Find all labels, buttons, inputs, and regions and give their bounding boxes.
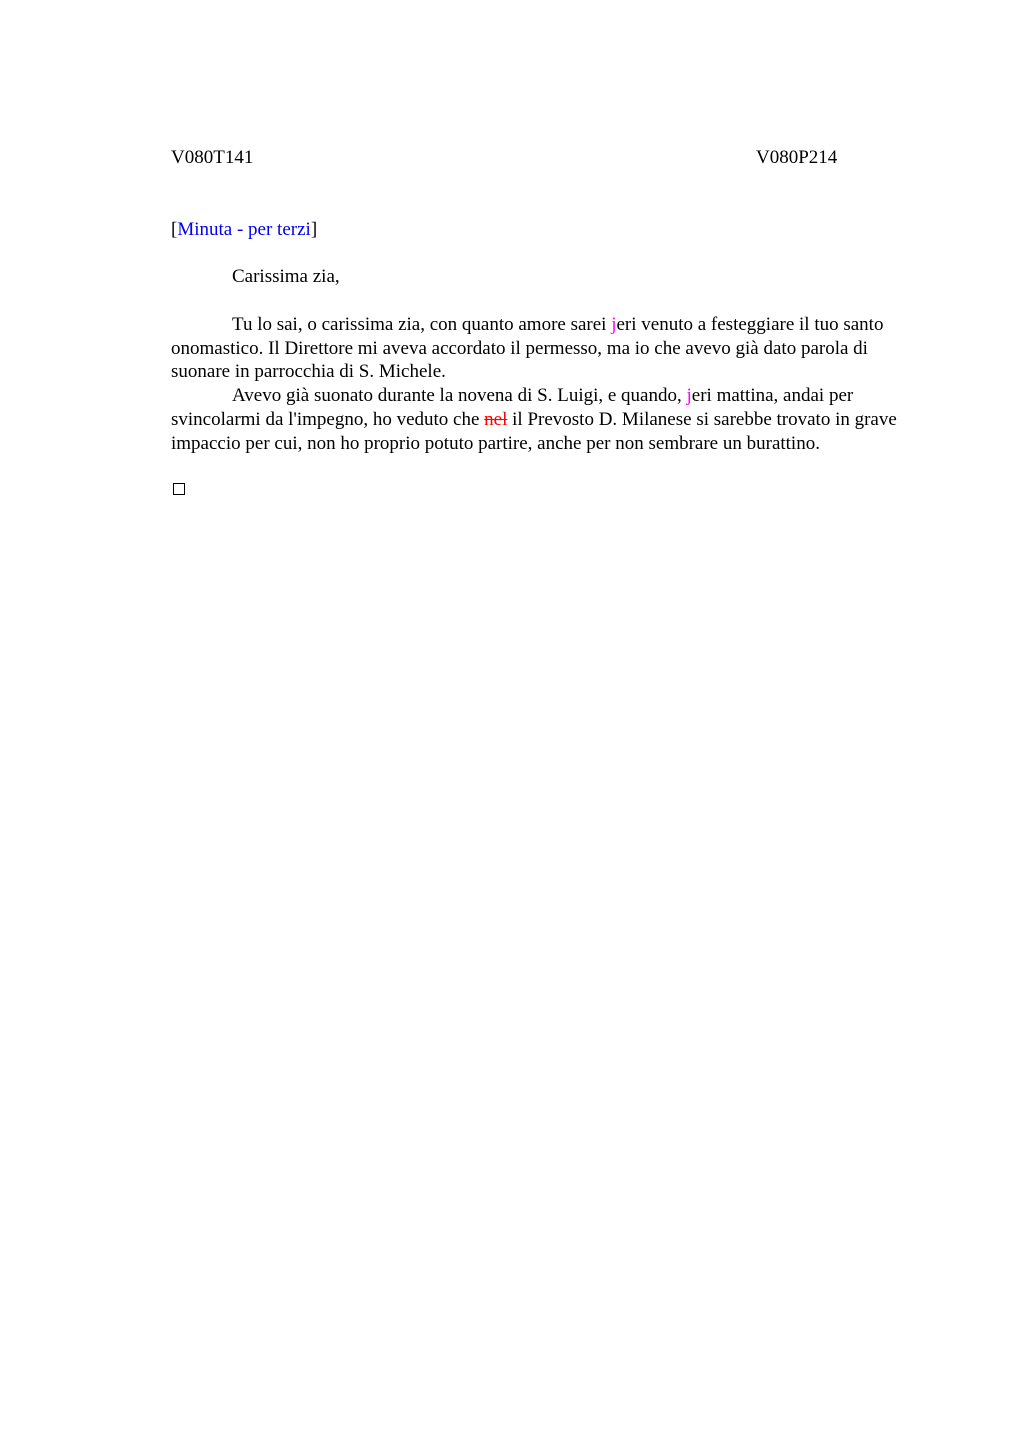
document-code-left: V080T141 xyxy=(171,147,254,168)
letter-body xyxy=(171,313,911,455)
paragraph-1-emendation: j xyxy=(611,314,617,335)
note-close-bracket: ] xyxy=(310,219,318,240)
paragraph-1-text-start: Tu lo sai, o carissima zia, con quanto amore sarei xyxy=(232,314,612,335)
paragraph-2-text-middle: eri mattina, andai per svincolarmi da l'impegno, ho veduto che xyxy=(171,385,854,430)
note-text: Minuta - per terzi xyxy=(177,219,311,240)
paragraph-1-text-end: eri venuto a festeggiare il tuo santo onomastico. Il Direttore mi aveva accordato il permesso, ma io che avevo già dato parola di suonare in parrocchia di S. Michele. xyxy=(171,314,884,383)
empty-square-icon xyxy=(173,483,185,495)
letter-salutation: Carissima zia, xyxy=(232,266,340,287)
letter-paragraph-1 xyxy=(171,313,911,384)
editorial-note xyxy=(171,218,317,242)
document-code-right: V080P214 xyxy=(756,147,838,168)
paragraph-2-emendation: j xyxy=(686,385,692,407)
paragraph-2-text-end: il Prevosto D. Milanese si sarebbe trovato in grave impaccio per cui, non ho proprio potuto partire, anche per non sembrare un burattino. xyxy=(171,408,897,454)
paragraph-2-text-start: Avevo già suonato durante la novena di S. Luigi, e quando, xyxy=(232,385,687,407)
paragraph-2-deleted-word: nel xyxy=(484,408,508,430)
note-open-bracket: [ xyxy=(171,219,178,240)
letter-paragraph-2 xyxy=(171,384,911,455)
